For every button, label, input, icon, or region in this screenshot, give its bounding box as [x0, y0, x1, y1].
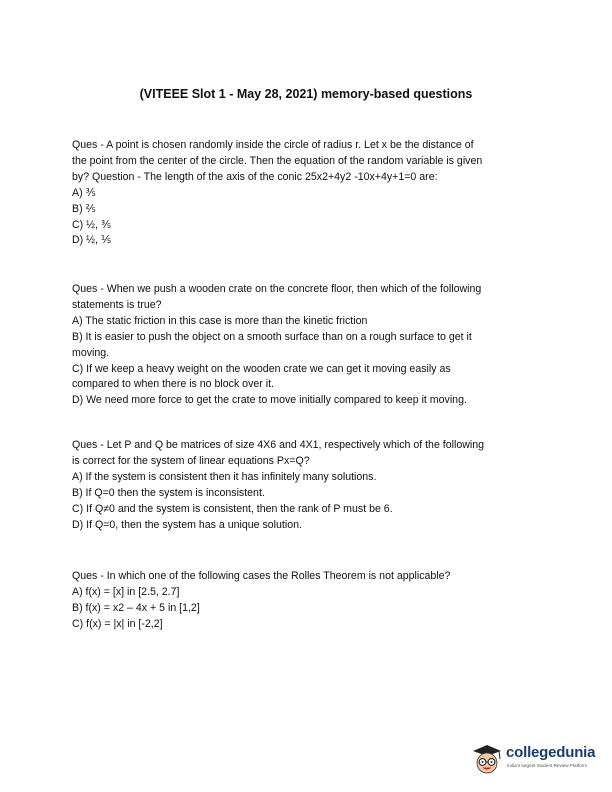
question-line: is correct for the system of linear equations Px=Q? — [72, 454, 310, 467]
option-a: A) The static friction in this case is more than the kinetic friction — [72, 314, 368, 327]
question-line: Ques - In which one of the following cases the Rolles Theorem is not applicable? — [72, 570, 451, 582]
graduate-mascot-icon — [470, 742, 504, 778]
question-2 — [72, 282, 542, 409]
logo-tagline: India's largest Student Review Platform — [507, 763, 588, 768]
question-3 — [72, 438, 542, 533]
collegedunia-logo — [470, 742, 606, 780]
option-d: D) We need more force to get the crate to move initially compared to keep it moving. — [72, 394, 467, 407]
question-line: Ques - A point is chosen randomly inside the circle of radius r. Let x be the distance of — [72, 139, 474, 151]
option-a: A) If the system is consistent then it has infinitely many solutions. — [72, 470, 377, 483]
option-b: B) It is easier to push the object on a smooth surface than on a rough surface to get it — [72, 330, 472, 343]
option-b: B) f(x) = x2 – 4x + 5 in [1,2] — [72, 601, 200, 614]
option-c: C) f(x) = |x| in [-2,2] — [72, 617, 163, 630]
option-c: C) ½, ⅗ — [72, 218, 112, 231]
option-b: B) If Q=0 then the system is inconsistent. — [72, 486, 265, 499]
page-title: (VITEEE Slot 1 - May 28, 2021) memory-based questions — [139, 87, 473, 101]
option-b: B) ⅖ — [72, 202, 96, 215]
question-line: Ques - When we push a wooden crate on the concrete floor, then which of the following — [72, 283, 482, 295]
question-4 — [72, 569, 542, 633]
question-1 — [72, 138, 542, 249]
option-c-cont: compared to when there is no block over it. — [72, 378, 274, 391]
option-d: D) ½, ⅕ — [72, 234, 112, 247]
option-c: C) If we keep a heavy weight on the wooden crate we can get it moving easily as — [72, 362, 451, 375]
question-line: by? Question - The length of the axis of the conic 25x2+4y2 -10x+4y+1=0 are: — [72, 170, 438, 183]
question-line: Ques - Let P and Q be matrices of size 4X6 and 4X1, respectively which of the following — [72, 439, 485, 451]
option-b-cont: moving. — [72, 346, 110, 359]
option-a: A) f(x) = [x] in [2.5, 2.7] — [72, 585, 180, 598]
question-line: statements is true? — [72, 298, 162, 311]
option-c: C) If Q≠0 and the system is consistent, then the rank of P must be 6. — [72, 502, 393, 515]
option-d: D) If Q=0, then the system has a unique solution. — [72, 518, 302, 531]
logo-wordmark: collegedunia — [506, 744, 596, 761]
option-a: A) ⅗ — [72, 186, 96, 199]
question-line: the point from the center of the circle. Then the equation of the random variable is given — [72, 154, 483, 167]
